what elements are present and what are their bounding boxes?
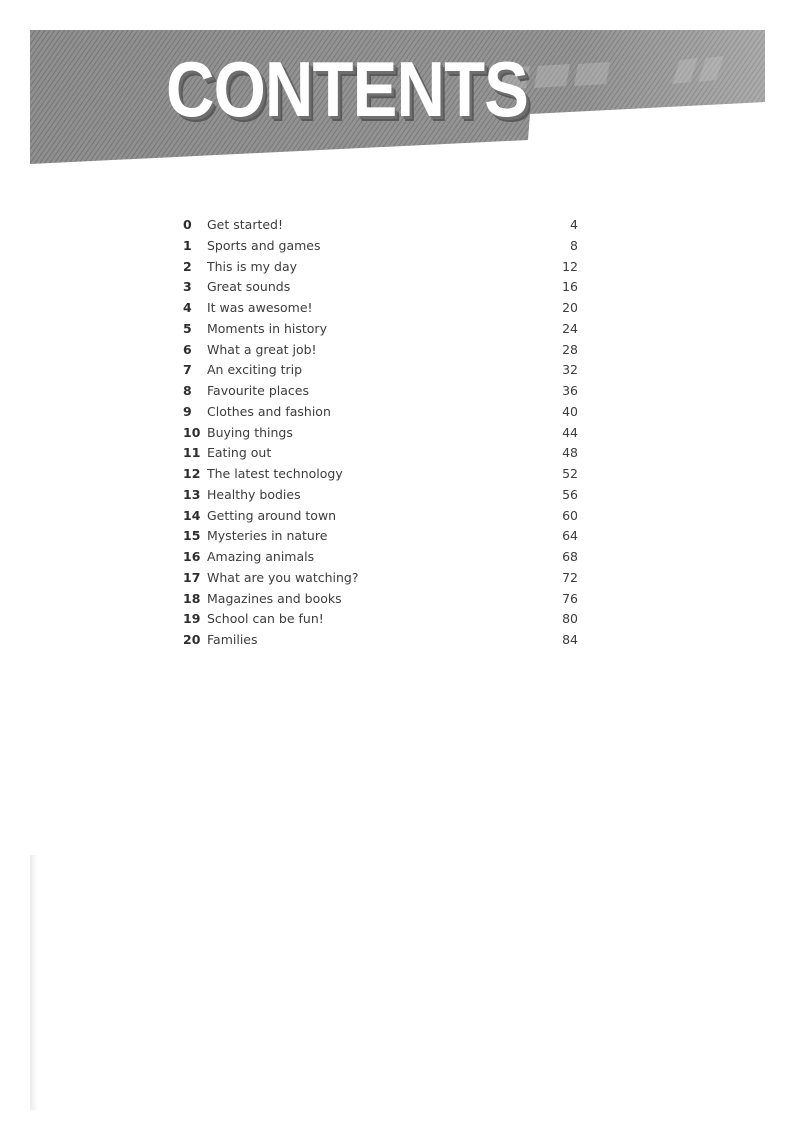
page-edge-shadow xyxy=(30,855,38,1110)
unit-title: What a great job! xyxy=(207,341,317,357)
unit-number: 16 xyxy=(183,549,201,564)
unit-title: Magazines and books xyxy=(207,590,342,606)
unit-title: Favourite places xyxy=(207,383,309,398)
toc-row xyxy=(183,257,578,278)
unit-number: 13 xyxy=(183,486,201,502)
toc-row xyxy=(183,423,578,444)
unit-page: 72 xyxy=(562,569,578,585)
unit-page: 36 xyxy=(562,383,578,398)
unit-title: It was awesome! xyxy=(207,300,313,315)
unit-page: 64 xyxy=(562,528,578,544)
unit-number: 15 xyxy=(183,528,201,544)
toc-row xyxy=(183,609,578,630)
toc-row xyxy=(183,589,578,610)
unit-page: 40 xyxy=(562,403,578,419)
unit-page: 28 xyxy=(562,341,578,357)
unit-title: Clothes and fashion xyxy=(207,403,331,419)
unit-page: 24 xyxy=(562,320,578,336)
unit-number: 0 xyxy=(183,217,192,232)
unit-page: 32 xyxy=(562,362,578,378)
unit-title: Get started! xyxy=(207,217,284,232)
unit-title: Healthy bodies xyxy=(207,486,301,502)
toc-row xyxy=(183,526,578,547)
unit-page: 56 xyxy=(562,486,578,502)
unit-number: 17 xyxy=(183,569,201,585)
toc-row xyxy=(183,340,578,361)
toc-row xyxy=(183,630,578,651)
unit-page: 60 xyxy=(562,507,578,523)
unit-number: 20 xyxy=(183,632,201,647)
unit-number: 2 xyxy=(183,258,192,274)
unit-number: 10 xyxy=(183,424,201,440)
toc-row xyxy=(183,443,578,464)
unit-number: 18 xyxy=(183,590,201,606)
unit-page: 68 xyxy=(562,549,578,564)
unit-page: 44 xyxy=(562,424,578,440)
unit-page: 52 xyxy=(562,466,578,481)
unit-title: Moments in history xyxy=(207,320,327,336)
unit-title: School can be fun! xyxy=(207,611,324,627)
unit-page: 84 xyxy=(562,632,578,647)
unit-title: Buying things xyxy=(207,424,293,440)
unit-title: Families xyxy=(207,632,258,647)
toc-row xyxy=(183,506,578,527)
unit-title: The latest technology xyxy=(207,466,343,481)
page-title: CONTENTS xyxy=(166,45,529,133)
unit-page: 8 xyxy=(570,237,578,253)
unit-number: 7 xyxy=(183,362,192,378)
unit-title: This is my day xyxy=(207,258,298,274)
unit-number: 5 xyxy=(183,320,192,336)
unit-title: Eating out xyxy=(207,445,272,461)
unit-title: Getting around town xyxy=(207,507,337,523)
unit-title: Mysteries in nature xyxy=(207,528,328,544)
unit-page: 12 xyxy=(562,258,578,274)
toc-row xyxy=(183,381,578,402)
unit-title: Great sounds xyxy=(207,279,291,295)
toc-row xyxy=(183,547,578,568)
unit-title: An exciting trip xyxy=(207,362,303,378)
unit-number: 12 xyxy=(183,466,201,481)
unit-number: 4 xyxy=(183,300,192,315)
toc-row xyxy=(183,319,578,340)
unit-title: Amazing animals xyxy=(207,549,315,564)
table-of-contents xyxy=(183,215,578,651)
unit-title: Sports and games xyxy=(207,237,321,253)
unit-page: 48 xyxy=(562,445,578,461)
toc-row xyxy=(183,402,578,423)
unit-number: 6 xyxy=(183,341,192,357)
toc-row xyxy=(183,277,578,298)
unit-number: 14 xyxy=(183,507,201,523)
unit-number: 3 xyxy=(183,279,192,295)
unit-number: 1 xyxy=(183,237,192,253)
unit-number: 11 xyxy=(183,445,201,461)
toc-row xyxy=(183,298,578,319)
toc-row xyxy=(183,215,578,236)
unit-page: 76 xyxy=(562,590,578,606)
unit-number: 19 xyxy=(183,611,201,627)
toc-row xyxy=(183,360,578,381)
unit-page: 16 xyxy=(562,279,578,295)
unit-page: 4 xyxy=(570,217,578,232)
unit-page: 20 xyxy=(562,300,578,315)
unit-number: 9 xyxy=(183,403,192,419)
toc-row xyxy=(183,568,578,589)
unit-number: 8 xyxy=(183,383,192,398)
toc-row xyxy=(183,236,578,257)
unit-page: 80 xyxy=(562,611,578,627)
toc-row xyxy=(183,485,578,506)
toc-row xyxy=(183,464,578,485)
unit-title: What are you watching? xyxy=(207,569,359,585)
